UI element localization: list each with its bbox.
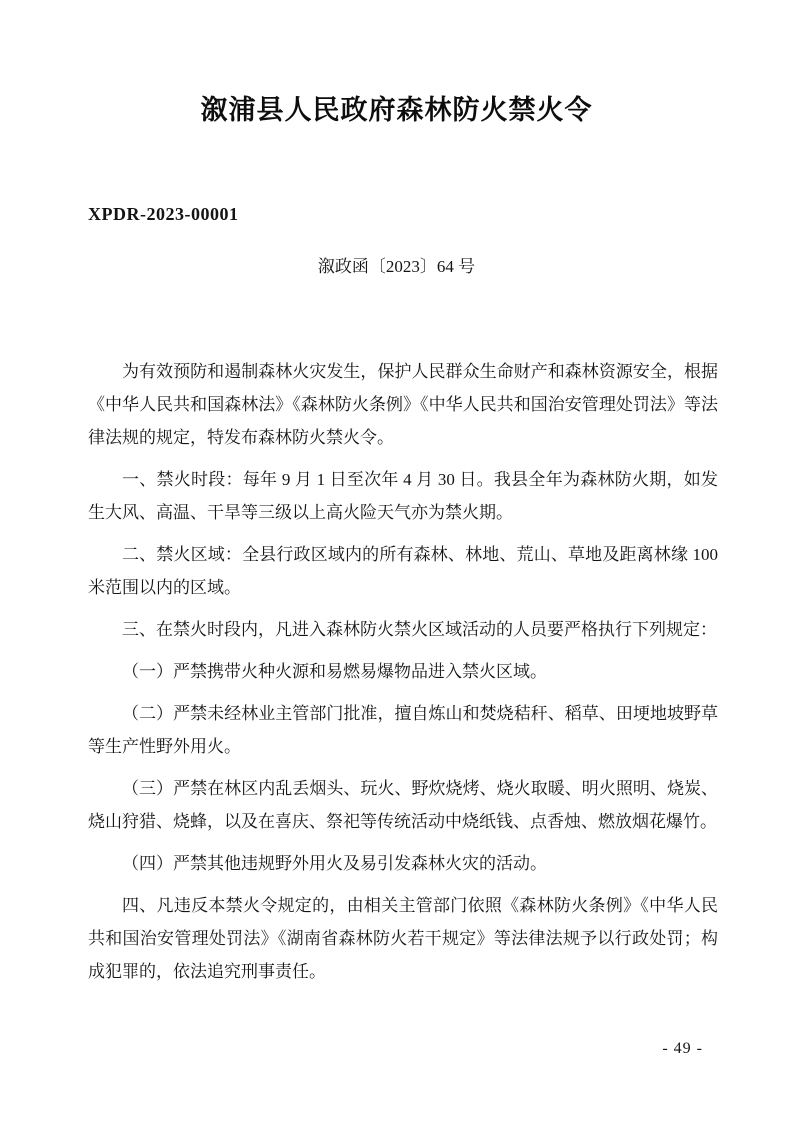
body-paragraph-item-4: （四）严禁其他违规野外用火及易引发森林火灾的活动。 [122, 854, 547, 873]
document-id: XPDR-2023-00001 [88, 204, 239, 224]
document-title: 溆浦县人民政府森林防火禁火令 [200, 95, 593, 125]
document-reference-number: 溆政函〔2023〕64 号 [317, 257, 476, 276]
body-paragraph-item-2: （二）严禁未经林业主管部门批准，擅自炼山和焚烧秸秆、稻草、田埂地坡野草等生产性野外用火。 [88, 704, 718, 756]
document-body [88, 355, 718, 997]
body-paragraph-item-3: （三）严禁在林区内乱丢烟头、玩火、野炊烧烤、烧火取暖、明火照明、烧炭、烧山狩猎、烧蜂，以及在喜庆、祭祀等传统活动中烧纸钱、点香烛、燃放烟花爆竹。 [88, 779, 718, 831]
body-paragraph-section-1: 一、禁火时段：每年 9 月 1 日至次年 4 月 30 日。我县全年为森林防火期，如发生大风、高温、干旱等三级以上高火险天气亦为禁火期。 [88, 470, 718, 522]
page-number: - 49 - [662, 1040, 703, 1057]
body-paragraph-intro: 为有效预防和遏制森林火灾发生，保护人民群众生命财产和森林资源安全，根据《中华人民共和国森林法》《森林防火条例》《中华人民共和国治安管理处罚法》等法律法规的规定，特发布森林防火禁火令。 [88, 362, 718, 447]
body-paragraph-item-1: （一）严禁携带火种火源和易燃易爆物品进入禁火区域。 [122, 662, 547, 681]
body-paragraph-section-4: 四、凡违反本禁火令规定的，由相关主管部门依照《森林防火条例》《中华人民共和国治安管理处罚法》《湖南省森林防火若干规定》等法律法规予以行政处罚；构成犯罪的，依法追究刑事责任。 [88, 896, 718, 981]
body-paragraph-section-2: 二、禁火区域：全县行政区域内的所有森林、林地、荒山、草地及距离林缘 100 米范围以内的区域。 [88, 545, 718, 597]
body-paragraph-section-3: 三、在禁火时段内，凡进入森林防火禁火区域活动的人员要严格执行下列规定： [122, 620, 717, 639]
